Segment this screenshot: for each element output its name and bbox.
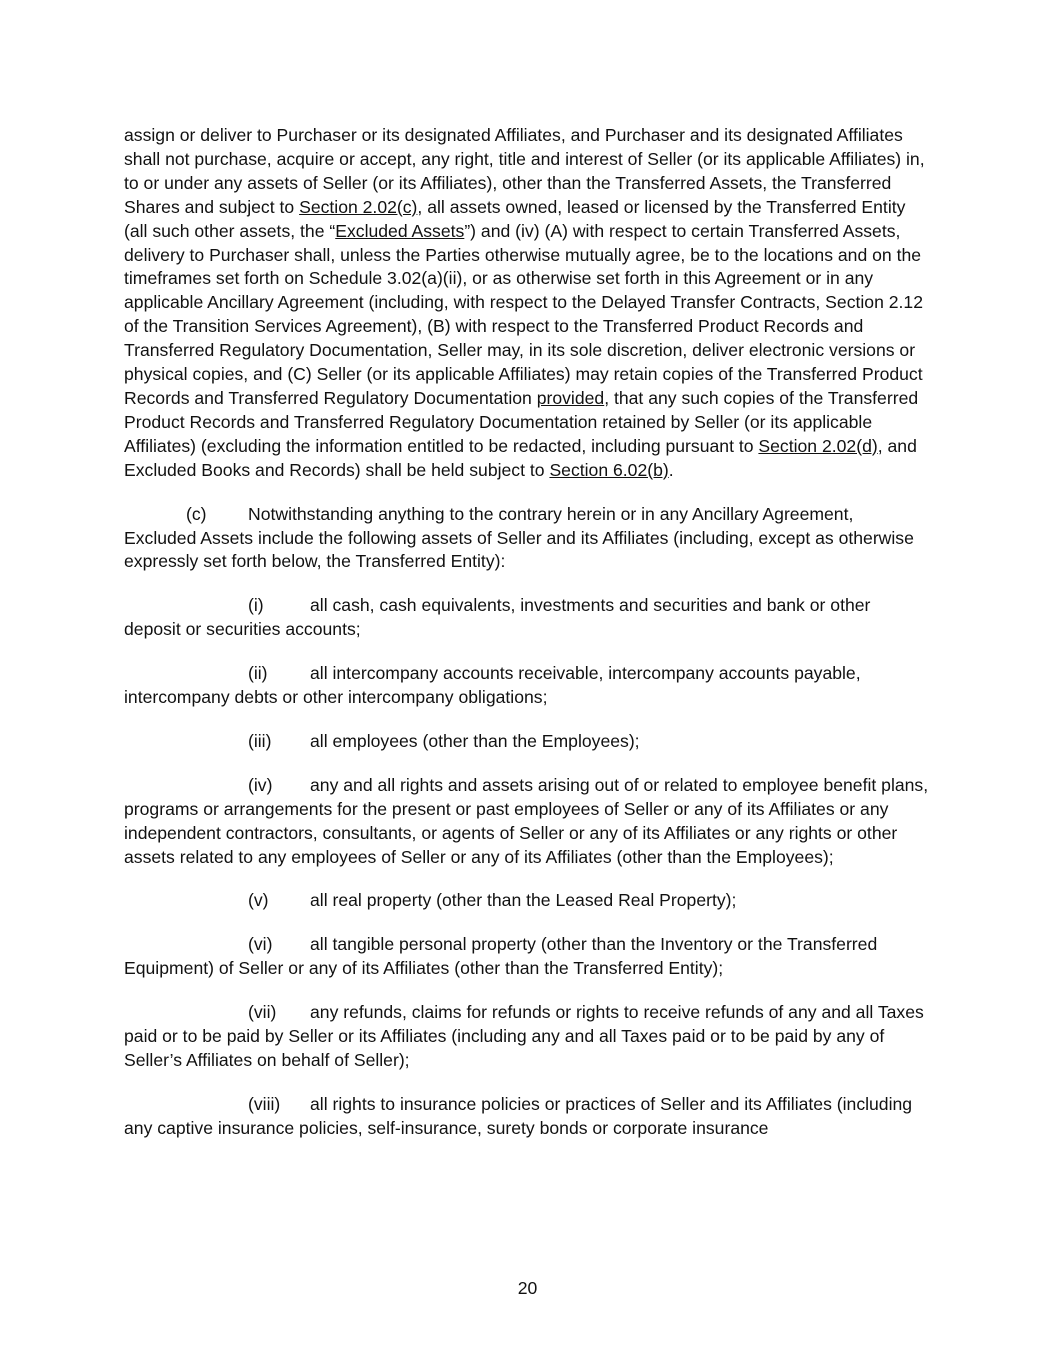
list-item: [124, 933, 930, 981]
item-text: all employees (other than the Employees);: [310, 730, 640, 751]
section-c-label: (c): [186, 503, 207, 524]
list-item: [124, 774, 930, 870]
document-page-body: [124, 124, 930, 1161]
opening-text-2: , all assets owned, leased or licensed by the Transferred Entity (all such other assets, the “: [124, 196, 906, 241]
item-label: (ii): [248, 663, 268, 684]
item-label: (vi): [248, 934, 273, 955]
list-item: [124, 1001, 930, 1073]
item-label: (vii): [248, 1002, 277, 1023]
opening-text-1: assign or deliver to Purchaser or its designated Affiliates, and Purchaser and its designated Affiliates shall not purchase, acquire or accept, any right, title and interest of Seller (or its applicable Affiliates) in, to or under any assets of Seller (or its Affiliates), other than the Transferred Assets, the Transferred Shares and subject to: [124, 125, 925, 217]
opening-text-3: ”) and (iv) (A) with respect to certain Transferred Assets, delivery to Purchaser shall, unless the Parties otherwise mutually agree, be to the locations and on the timeframes set forth on Schedule 3.02(a)(ii), or as otherwise set forth in this Agreement or in any applicable Ancillary Agreement (including, with respect to the Delayed Transfer Contracts, Section 2.12 of the Transition Services Agreement), (B) with respect to the Transferred Product Records and Transferred Regulatory Documentation, Seller may, in its sole discretion, deliver electronic versions or physical copies, and (C) Seller (or its applicable Affiliates) may retain copies of the Transferred Product Records and Transferred Regulatory Documentation: [124, 220, 923, 408]
item-text: all rights to insurance policies or practices of Seller and its Affiliates (including any captive insurance policies, self-insurance, surety bonds or corporate insurance: [124, 1093, 913, 1138]
list-item: [124, 889, 930, 913]
list-item: [124, 1093, 930, 1141]
list-item: [124, 730, 930, 754]
item-text: all cash, cash equivalents, investments and securities and bank or other deposit or securities accounts;: [124, 595, 871, 640]
item-label: (iii): [248, 730, 272, 751]
item-text: any refunds, claims for refunds or rights to receive refunds of any and all Taxes paid or to be paid by Seller or its Affiliates (including any and all Taxes paid or to be paid by any of Seller’s Affiliates on behalf of Seller);: [124, 1002, 924, 1070]
opening-text-5: , and Excluded Books and Records) shall be held subject to: [124, 435, 917, 480]
item-label: (v): [248, 890, 269, 911]
page-number: 20: [517, 1278, 538, 1298]
list-item: [124, 662, 930, 710]
item-text: any and all rights and assets arising out of or related to employee benefit plans, programs or arrangements for the present or past employees of Seller or any of its Affiliates or any independent contractors, consultants, or agents of Seller or any of its Affiliates or any rights or other assets related to any employees of Seller or any of its Affiliates (other than the Employees);: [124, 774, 929, 867]
section-2-02-c-reference: Section 2.02(c): [299, 196, 418, 217]
item-text: all tangible personal property (other than the Inventory or the Transferred Equipment) of Seller or any of its Affiliates (other than the Transferred Entity);: [124, 934, 878, 979]
section-6-02-b-reference: Section 6.02(b): [549, 459, 669, 480]
item-label: (viii): [248, 1093, 281, 1114]
opening-paragraph: [124, 124, 930, 483]
item-text: all real property (other than the Leased Real Property);: [310, 890, 737, 911]
excluded-assets-defined-term: Excluded Assets: [335, 220, 465, 241]
section-c-paragraph: [124, 503, 930, 575]
item-label: (iv): [248, 774, 273, 795]
item-label: (i): [248, 595, 264, 616]
provided-term: provided: [536, 387, 605, 408]
opening-text-4: , that any such copies of the Transferred Product Records and Transferred Regulatory Documentation retained by Seller (or its applicable Affiliates) (excluding the information entitled to be redacted, including pursuant to: [124, 387, 919, 456]
opening-text-6: .: [668, 459, 674, 480]
section-2-02-d-reference: Section 2.02(d): [758, 435, 878, 456]
section-c-text: Notwithstanding anything to the contrary herein or in any Ancillary Agreement, Excluded Assets include the following assets of Seller and its Affiliates (including, except as otherwise expressly set forth below, the Transferred Entity):: [124, 503, 914, 572]
item-text: all intercompany accounts receivable, intercompany accounts payable, intercompany debts or other intercompany obligations;: [124, 663, 861, 708]
list-item: [124, 594, 930, 642]
